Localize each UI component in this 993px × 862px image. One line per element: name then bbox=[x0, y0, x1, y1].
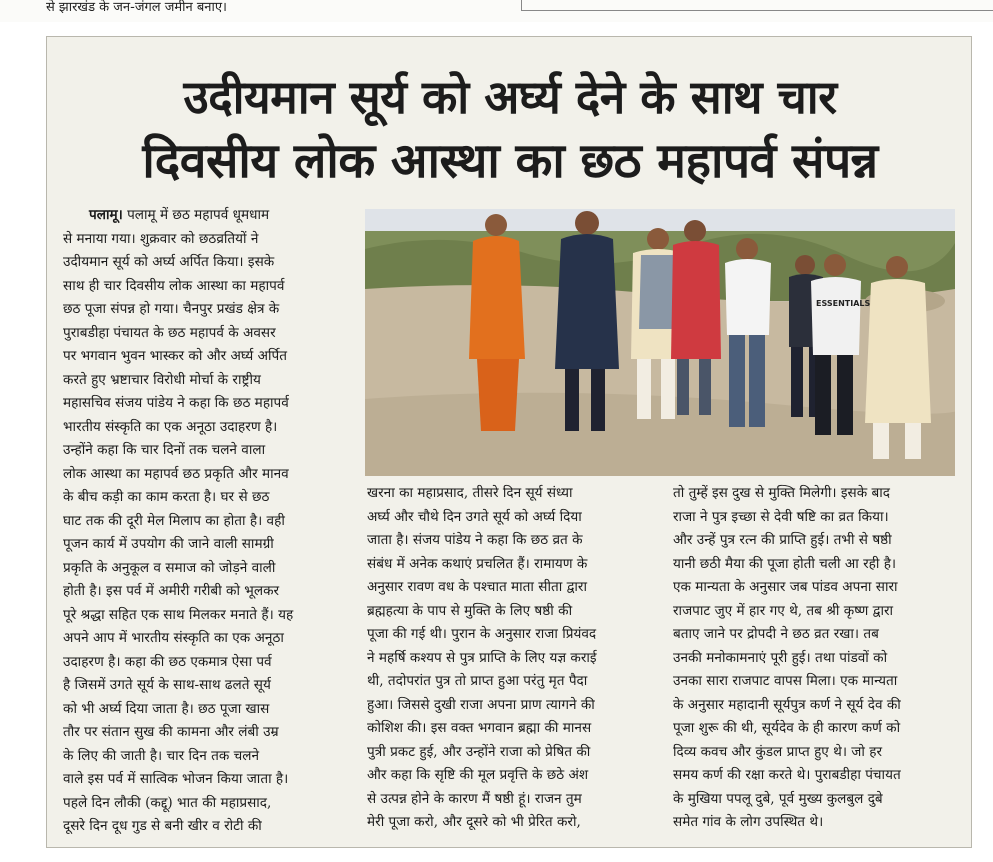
dateline: पलामू। bbox=[89, 207, 123, 223]
headline-line-2: दिवसीय लोक आस्था का छठ महापर्व संपन्न bbox=[142, 133, 878, 189]
article-line: दिव्य कवच और कुंडल प्राप्त हुए थे। जो हर bbox=[673, 743, 883, 760]
article-line: करते हुए भ्रष्टाचार विरोधी मोर्चा के राष्ट्रीय bbox=[63, 371, 261, 388]
article-line bbox=[63, 204, 351, 228]
article-line: और कहा कि सृष्टि की मूल प्रवृत्ति के छठे अंश bbox=[367, 767, 589, 783]
article-line: राजपाट जुए में हार गए थे, तब श्री कृष्ण द्वारा bbox=[673, 602, 894, 619]
article-line: समय कर्ण की रक्षा करते थे। पुराबडीहा पंचायत bbox=[673, 767, 901, 783]
article-line: मेरी पूजा करो, और दूसरे को भी प्रेरित करो, bbox=[367, 814, 581, 830]
photo-illustration bbox=[365, 209, 955, 476]
article-line: अर्घ्य और चौथे दिन उगते सूर्य को अर्घ्य दिया bbox=[367, 508, 582, 525]
article-line: राजा ने पुत्र इच्छा से देवी षष्टि का व्रत किया। bbox=[673, 508, 889, 525]
article-line: पूरे श्रद्धा सहित एक साथ मिलकर मनाते हैं। यह bbox=[63, 606, 294, 623]
article-line: हुआ। जिससे दुखी राजा अपना प्राण त्यागने की bbox=[367, 696, 595, 713]
article-line: लोक आस्था का महापर्व छठ प्रकृति और मानव bbox=[63, 465, 289, 482]
article-line: के मुखिया पपलू दुबे, पूर्व मुख्य कुलबुल दुबे bbox=[673, 790, 883, 807]
article-line: और उन्हें पुत्र रत्न की प्राप्ति हुई। तभी से षष्ठी bbox=[673, 532, 892, 548]
article-line: खरना का महाप्रसाद, तीसरे दिन सूर्य संध्या bbox=[367, 485, 573, 501]
article-line: एक मान्यता के अनुसार जब पांडव अपना सारा bbox=[673, 579, 898, 595]
article-line: से मनाया गया। शुक्रवार को छठव्रतियों ने bbox=[63, 230, 259, 247]
article-line: होती है। इस पर्व में अमीरी गरीबी को भूलकर bbox=[63, 583, 280, 599]
article-line: को भी अर्घ्य दिया जाता है। छठ पूजा खास bbox=[63, 700, 270, 717]
article-line: पर भगवान भुवन भास्कर को और अर्घ्य अर्पित bbox=[63, 348, 287, 364]
article-line: है जिसमें उगते सूर्य के साथ-साथ ढलते सूर्य bbox=[63, 677, 271, 693]
article-line: बताए जाने पर द्रोपदी ने छठ व्रत रखा। तब bbox=[673, 626, 879, 642]
previous-article-text: से झारखंड के जन-जंगल जमीन बनाए। bbox=[46, 0, 227, 15]
article-line: समेत गांव के लोग उपस्थित थे। bbox=[673, 814, 824, 830]
article-line: यानी छठी मैया की पूजा होती चली आ रही है। bbox=[673, 555, 897, 572]
article-line: के अनुसार महादानी सूर्यपुत्र कर्ण ने सूर्य देव की bbox=[673, 696, 901, 713]
article-column-2 bbox=[367, 482, 655, 835]
article-line: दूसरे दिन दूध गुड से बनी खीर व रोटी की bbox=[63, 818, 262, 834]
previous-article-strip bbox=[0, 0, 993, 22]
article-line: उदीयमान सूर्य को अर्घ्य अर्पित किया। इसके bbox=[63, 254, 275, 270]
article-line: जाता है। संजय पांडेय ने कहा कि छठ व्रत के bbox=[367, 532, 583, 548]
article-line: पूजन कार्य में उपयोग की जाने वाली सामग्री bbox=[63, 536, 274, 552]
article-column-1 bbox=[63, 204, 351, 839]
article-line: महासचिव संजय पांडेय ने कहा कि छठ महापर्व bbox=[63, 395, 289, 411]
article-line: कोशिश की। इस वक्त भगवान ब्रह्मा की मानस bbox=[367, 720, 592, 736]
article-line: अपने आप में भारतीय संस्कृति का एक अनूठा bbox=[63, 630, 284, 646]
article-line: प्रकृति के अनुकूल व समाज को जोड़ने वाली bbox=[63, 559, 276, 576]
essentials-print: ESSENTIALS bbox=[816, 299, 871, 308]
article-line: तौर पर संतान सुख की कामना और लंबी उम्र bbox=[63, 724, 279, 740]
article-line-text: पलामू में छठ महापर्व धूमधाम bbox=[122, 207, 270, 223]
headline-line-1: उदीयमान सूर्य को अर्घ्य देने के साथ चार bbox=[183, 70, 837, 124]
article-line: घाट तक की दूरी मेल मिलाप का होता है। वही bbox=[63, 512, 285, 529]
article-line: थी, तदोपरांत पुत्र तो प्राप्त हुआ परंतु मृत पैदा bbox=[367, 673, 588, 689]
article-line: उन्होंने कहा कि चार दिनों तक चलने वाला bbox=[63, 442, 266, 458]
article-line: पुराबडीहा पंचायत के छठ महापर्व के अवसर bbox=[63, 324, 276, 341]
newspaper-clipping bbox=[46, 36, 972, 848]
article-line: पहले दिन लौकी (कद्दू) भात की महाप्रसाद, bbox=[63, 794, 272, 811]
article-line: पुत्री प्रकट हुई, और उन्होंने राजा को प्रेषित की bbox=[367, 743, 591, 760]
article-line: उदाहरण है। कहा की छठ एकमात्र ऐसा पर्व bbox=[63, 653, 272, 670]
article-line: अनुसार रावण वध के पश्चात माता सीता द्वारा bbox=[367, 579, 587, 595]
event-photo bbox=[365, 209, 955, 476]
article-line: ब्रह्महत्या के पाप से मुक्ति के लिए षष्ठी की bbox=[367, 602, 573, 619]
article-line: से उत्पन्न होने के कारण मैं षष्ठी हूं। राजन तुम bbox=[367, 790, 582, 807]
article-line: पूजा की गई थी। पुरान के अनुसार राजा प्रियंवद bbox=[367, 626, 597, 642]
article-column-3 bbox=[673, 482, 961, 835]
article-line: पूजा शुरू की थी, सूर्यदेव के ही कारण कर्ण को bbox=[673, 720, 901, 736]
article-line: साथ ही चार दिवसीय लोक आस्था का महापर्व bbox=[63, 277, 285, 294]
article-line: के लिए की जाती है। चार दिन तक चलने bbox=[63, 747, 260, 764]
adjacent-column-border bbox=[521, 0, 993, 11]
article-line: संबंध में अनेक कथाएं प्रचलित हैं। रामायण के bbox=[367, 555, 588, 572]
article-line: तो तुम्हें इस दुख से मुक्ति मिलेगी। इसके बाद bbox=[673, 485, 890, 501]
article-line: के बीच कड़ी का काम करता है। घर से छठ bbox=[63, 489, 270, 505]
article-line: छठ पूजा संपन्न हो गया। चैनपुर प्रखंड क्षेत्र के bbox=[63, 301, 280, 317]
article-line: उनकी मनोकामनाएं पूरी हुई। तथा पांडवों को bbox=[673, 649, 888, 666]
article-line: ने महर्षि कश्यप से पुत्र प्राप्ति के लिए यज्ञ कराई bbox=[367, 649, 597, 666]
article-line: भारतीय संस्कृति का एक अनूठा उदाहरण है। bbox=[63, 418, 278, 435]
article-line: वाले इस पर्व में सात्विक भोजन किया जाता है। bbox=[63, 771, 289, 787]
article-line: उनका सारा राजपाट वापस मिला। एक मान्यता bbox=[673, 673, 898, 689]
